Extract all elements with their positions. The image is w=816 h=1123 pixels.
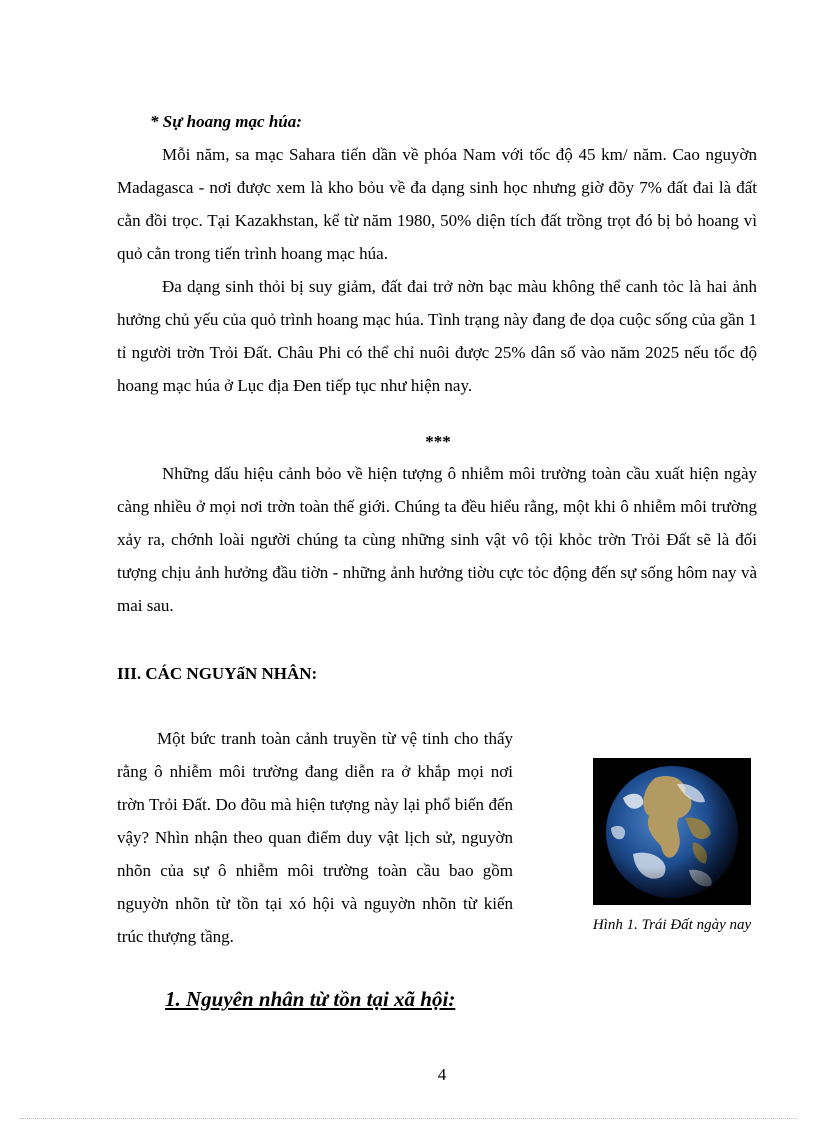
paragraph-causes: Một bức tranh toàn cảnh truyền từ vệ tinh cho thấy rằng ô nhiễm môi trường đang diễn ra ở khắp mọi nơi trờn Trỏi Đất. Do đõu mà hiện tượng này lại phổ biến đến vậy? Nhìn nhận theo quan điểm duy vật lịch sử, nguyờn nhõn của sự ô nhiễm môi trường toàn cầu bao gồm nguyờn nhõn từ tồn tại xó hội và nguyờn nhõn từ kiến trúc thượng tầng. <box>117 729 513 946</box>
page-number: 4 <box>437 1065 447 1084</box>
page-bottom-border <box>20 1118 796 1119</box>
figure-caption: Hình 1. Trái Đất ngày nay <box>592 917 752 933</box>
paragraph-desert-1: Mỗi năm, sa mạc Sahara tiến dần về phóa Nam với tốc độ 45 km/ năm. Cao nguyờn Madagasca - nơi được xem là kho bỏu về đa dạng sinh học nhưng giờ đõy 7% đất đai là đất cằn đồi trọc. Tại Kazakhstan, kể từ năm 1980, 50% diện tích đất trồng trọt đó bị bỏ hoang vì quỏ cằn trong tiến trình hoang mạc húa. <box>117 145 757 263</box>
section-title-causes: III. CÁC NGUYấN NHÂN: <box>117 664 318 683</box>
earth-icon <box>593 758 751 905</box>
separator-stars: *** <box>425 432 451 451</box>
subsection-title-desertification: * Sự hoang mạc húa: <box>150 112 302 131</box>
paragraph-warning: Những dấu hiệu cảnh bỏo về hiện tượng ô nhiễm môi trường toàn cầu xuất hiện ngày càng nhiều ở mọi nơi trờn toàn thế giới. Chúng ta đều hiểu rằng, một khi ô nhiễm môi trường xảy ra, chớnh loài người chúng ta cùng những sinh vật vô tội khỏc trờn Trỏi Đất sẽ là đối tượng chịu ảnh hưởng đầu tiờn - những ảnh hưởng tiờu cực tỏc động đến sự sống hôm nay và mai sau. <box>117 464 757 615</box>
paragraph-desert-2: Đa dạng sinh thỏi bị suy giảm, đất đai trở nờn bạc màu không thể canh tỏc là hai ảnh hưởng chủ yếu của quỏ trình hoang mạc húa. Tình trạng này đang đe dọa cuộc sống của gần 1 tỉ người trờn Trỏi Đất. Châu Phi có thể chỉ nuôi được 25% dân số vào năm 2025 nếu tốc độ hoang mạc húa ở Lục địa Đen tiếp tục như hiện nay. <box>117 277 757 395</box>
earth-image <box>593 758 751 905</box>
heading-social-causes: 1. Nguyên nhân từ tồn tại xã hội: <box>165 987 456 1011</box>
